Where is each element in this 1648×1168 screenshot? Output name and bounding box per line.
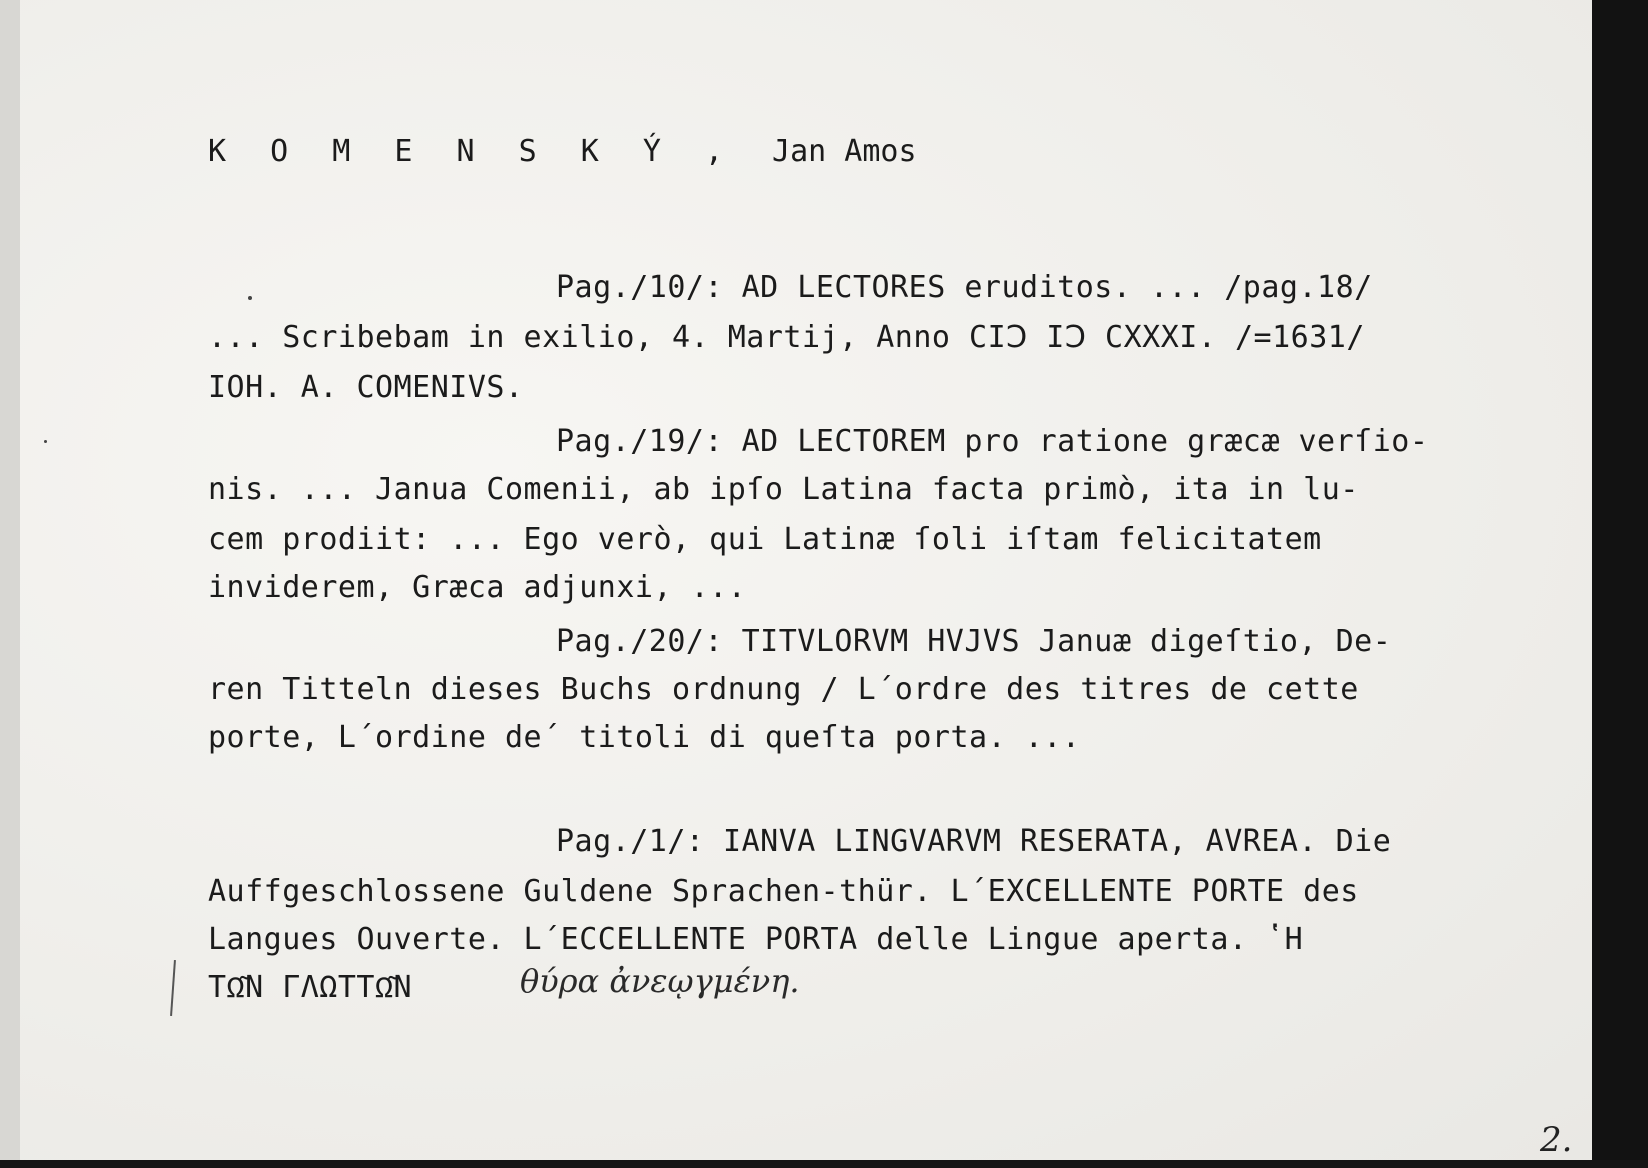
text-line: TΩ͂N ΓΛΩTTΩ͂N [208, 970, 413, 1005]
speck [248, 296, 252, 300]
text-line: Pag./20/: TITVLORVM HVJVS Januæ digeſtio, De- [556, 624, 1392, 659]
text-line: ... Scribebam in exilio, 4. Martij, Anno CIↃ IↃ CXXXI. /=1631/ [208, 320, 1365, 355]
text-line: Auffgeschlossene Guldene Sprachen-thür. L´EXCELLENTE PORTE des [208, 874, 1359, 909]
text-line: Pag./19/: AD LECTOREM pro ratione græcæ verſio- [556, 424, 1429, 459]
text-line: cem prodiit: ... Ego verò, qui Latinæ ſoli iſtam felicitatem [208, 522, 1322, 557]
text-line: nis. ... Janua Comenii, ab ipſo Latina facta primò, ita in lu- [208, 472, 1359, 507]
scan-shadow-right [1592, 0, 1648, 1168]
text-line: porte, L´ordine de´ titoli di queſta porta. ... [208, 720, 1081, 755]
text-line: IOH. A. COMENIVS. [208, 370, 524, 405]
handwritten-greek-text: θύρα ἀνεῳγμένη. [520, 962, 800, 1000]
speck [44, 440, 47, 443]
text-line: Pag./10/: AD LECTORES eruditos. ... /pag.18/ [556, 270, 1373, 305]
card-left-edge [0, 0, 20, 1168]
page-number: 2. [1540, 1120, 1573, 1160]
author-heading [208, 134, 917, 169]
author-given-name: Jan Amos [772, 134, 917, 169]
author-surname: K O M E N S K Ý , [208, 134, 737, 169]
scan-shadow-bottom [0, 1160, 1648, 1168]
text-line: Langues Ouverte. L´ECCELLENTE PORTA delle Lingue aperta. ʽH [208, 922, 1304, 957]
text-line: ren Titteln dieses Buchs ordnung / L´ordre des titres de cette [208, 672, 1359, 707]
text-line: inviderem, Græca adjunxi, ... [208, 570, 747, 605]
text-line: Pag./1/: IANVA LINGVARVM RESERATA, AVREA. Die [556, 824, 1392, 859]
